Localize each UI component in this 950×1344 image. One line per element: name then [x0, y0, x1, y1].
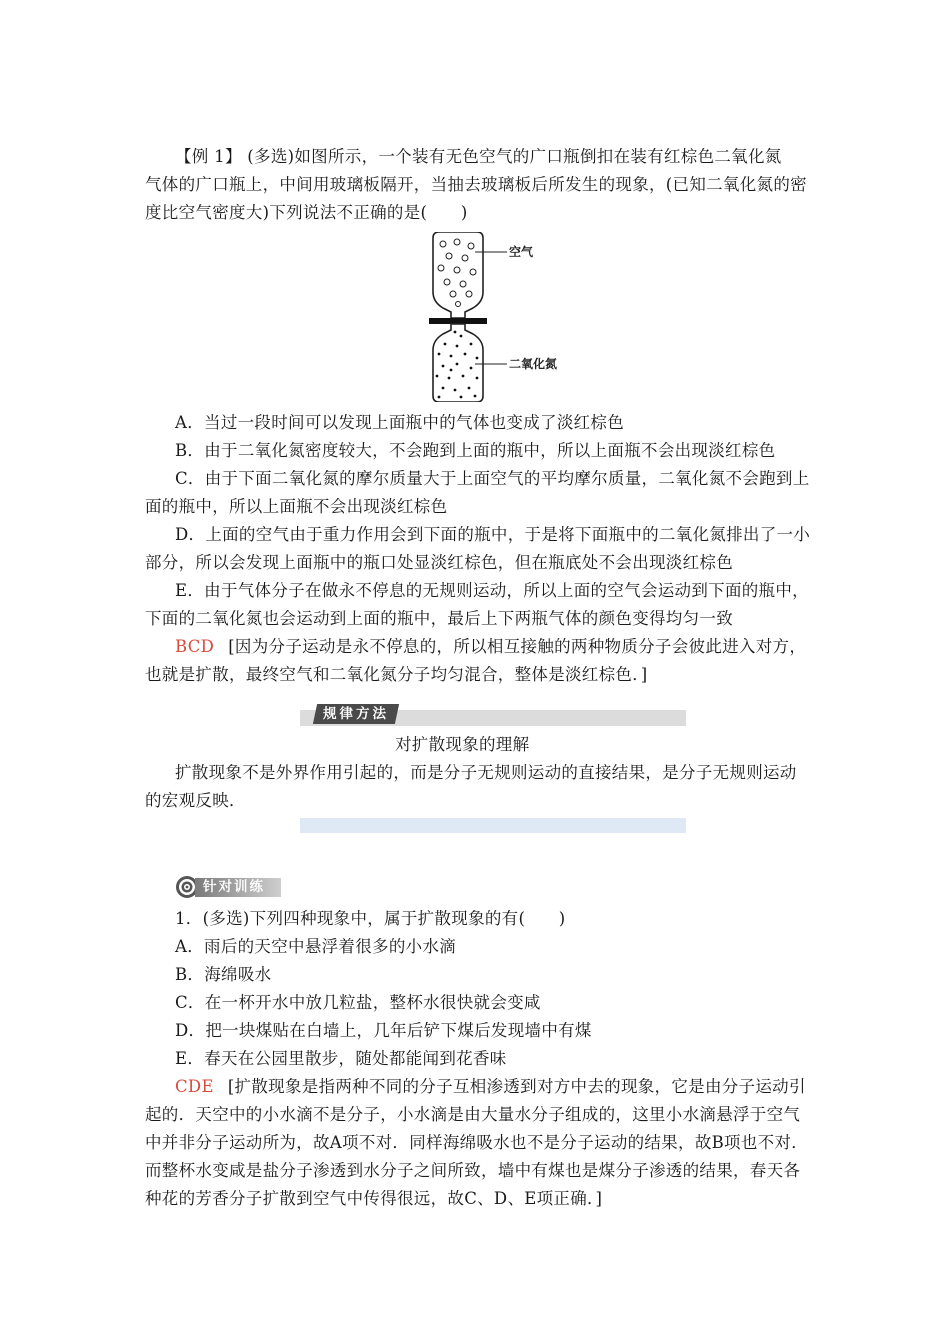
method-banner-label: 规律方法	[313, 704, 399, 724]
option-e-line-1: E．由于气体分子在做永不停息的无规则运动，所以上面的空气会运动到下面的瓶中，	[175, 581, 809, 600]
option-a: A．当过一段时间可以发现上面瓶中的气体也变成了淡红棕色	[175, 413, 625, 432]
method-title: 对扩散现象的理解	[395, 735, 530, 754]
option-c-line-2: 面的瓶中，所以上面瓶不会出现淡红棕色	[145, 497, 448, 516]
answer-line-1: BCD [因为分子运动是永不停息的，所以相互接触的两种物质分子会彼此进入对方，	[175, 637, 807, 656]
option-e-line-2: 下面的二氧化氮也会运动到上面的瓶中，最后上下两瓶气体的颜色变得均匀一致	[145, 609, 733, 628]
option-d-line-2: 部分，所以会发现上面瓶中的瓶口处显淡红棕色，但在瓶底处不会出现淡红棕色	[145, 553, 733, 572]
option-d-line-1: D．上面的空气由于重力作用会到下面的瓶中，于是将下面瓶中的二氧化氮排出了一小	[175, 525, 811, 544]
option-b: B．由于二氧化氮密度较大，不会跑到上面的瓶中，所以上面瓶不会出现淡红棕色	[175, 441, 776, 460]
method-line-1: 扩散现象不是外界作用引起的，而是分子无规则运动的直接结果，是分子无规则运动	[175, 763, 797, 782]
option-c-line-1: C．由于下面二氧化氮的摩尔质量大于上面空气的平均摩尔质量，二氧化氮不会跑到上	[175, 469, 810, 488]
training-answer-key: CDE	[175, 1077, 214, 1096]
method-line-2: 的宏观反映．	[145, 791, 246, 810]
training-option-e: E．春天在公园里散步，随处都能闻到花香味	[175, 1049, 507, 1068]
example-line-1: 【例 1】 (多选)如图所示，一个装有无色空气的广口瓶倒扣在装有红棕色二氧化氮	[175, 147, 782, 166]
air-label: 空气	[509, 245, 534, 259]
training-answer-line-1: CDE [扩散现象是指两种不同的分子互相渗透到对方中去的现象，它是由分子运动引	[175, 1077, 806, 1096]
training-answer-line-5: 种花的芳香分子扩散到空气中传得很远，故C、D、E项正确．]	[145, 1189, 603, 1208]
answer-line-2: 也就是扩散，最终空气和二氧化氮分子均匀混合，整体是淡红棕色．]	[145, 665, 648, 684]
training-option-d: D．把一块煤贴在白墙上，几年后铲下煤后发现墙中有煤	[175, 1021, 592, 1040]
training-banner-label: 针对训练	[195, 878, 281, 897]
example-line-2: 气体的广口瓶上，中间用玻璃板隔开，当抽去玻璃板后所发生的现象，(已知二氧化氮的密	[145, 175, 807, 194]
training-option-c: C．在一杯开水中放几粒盐，整杯水很快就会变咸	[175, 993, 541, 1012]
answer-key: BCD	[175, 637, 215, 656]
no2-label: 二氧化氮	[509, 357, 558, 371]
method-bottom-bar	[300, 818, 686, 833]
training-answer-line-3: 中并非分子运动所为，故A项不对．同样海绵吸水也不是分子运动的结果，故B项也不对．	[145, 1133, 809, 1152]
training-answer-line-2: 起的．天空中的小水滴不是分子，小水滴是由大量水分子组成的，这里小水滴悬浮于空气	[145, 1105, 801, 1124]
glass-plate	[429, 318, 487, 324]
training-option-a: A．雨后的天空中悬浮着很多的小水滴	[175, 937, 457, 956]
training-header	[175, 875, 281, 899]
training-question: 1．(多选)下列四种现象中，属于扩散现象的有( )	[175, 909, 566, 928]
training-option-b: B．海绵吸水	[175, 965, 272, 984]
example-label: 【例 1】	[175, 147, 242, 166]
example-line-3: 度比空气密度大)下列说法不正确的是( )	[145, 203, 468, 222]
training-answer-line-4: 而整杯水变咸是盐分子渗透到水分子之间所致，墙中有煤也是煤分子渗透的结果，春天各	[145, 1161, 801, 1180]
bottles-figure	[427, 232, 567, 402]
